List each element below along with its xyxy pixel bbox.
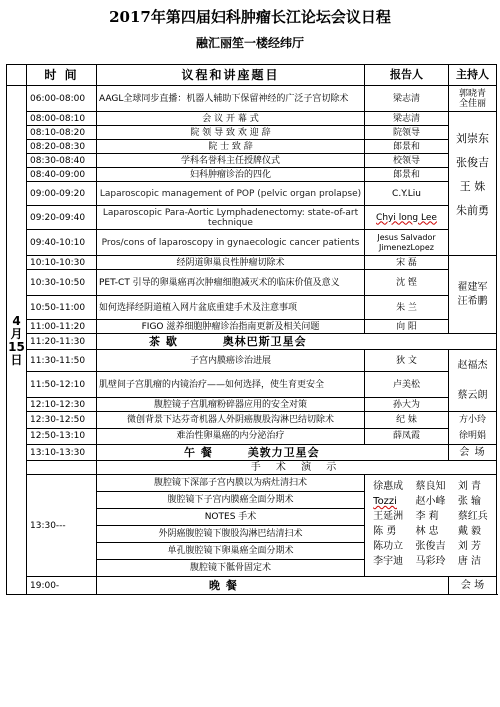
time-cell: 13:30---: [27, 475, 97, 577]
topic-cell: AAGL全球同步直播：机器人辅助下保留神经的广泛子宫切除术: [97, 86, 365, 112]
topic-cell: 如何选择经阴道植入网片盆底重建手术及注意事项: [97, 296, 365, 320]
date-cell: 4 月 15 日: [7, 86, 27, 595]
time-cell: 10:30-10:50: [27, 270, 97, 296]
topic-cell: Pros/cons of laparoscopy in gynaecologic cancer patients: [97, 230, 365, 256]
time-cell: 11:50-12:10: [27, 372, 97, 398]
topic-cell: 经阴道卵巢良性肿瘤切除术: [97, 256, 365, 270]
speaker-cell: 卢美松: [365, 372, 449, 398]
speaker-cell: 纪 妹: [365, 412, 449, 429]
surgery-demo-header: 手 术 演 示: [97, 461, 497, 475]
speaker-cell: Jesus Salvador JimenezLopez: [365, 230, 449, 256]
surgery-demo-names: 徐惠成 Tozzi 王延洲 陈 勇 陈功立 李宇迪 蔡良知 赵小峰 李 莉 林 忠 张俊吉 马彩玲 刘 青 张 输 蔡红兵 戴 毅 刘 芳 唐 洁: [365, 475, 497, 577]
tea-break-row: 茶 歇 奥林巴斯卫星会: [97, 334, 497, 350]
time-cell: 08:10-08:20: [27, 126, 97, 140]
header-topic: 议程和讲座题目: [97, 65, 365, 86]
time-cell: 09:20-09:40: [27, 206, 97, 230]
lunch-row: 午 餐 美敦力卫星会: [97, 445, 449, 461]
speaker-cell: 薛凤霞: [365, 428, 449, 445]
time-cell: 12:50-13:10: [27, 428, 97, 445]
speaker-cell: 郎景和: [365, 168, 449, 182]
header-time: 时 间: [27, 65, 97, 86]
speaker-cell: 院领导: [365, 126, 449, 140]
list-item: 外阴癌腹腔镜下腹股沟淋巴结清扫术: [97, 526, 364, 543]
topic-cell: Laparoscopic management of POP (pelvic organ prolapse): [97, 182, 365, 206]
header-date: [7, 65, 27, 86]
lunch-place: 会 场: [449, 445, 497, 461]
time-cell: 08:30-08:40: [27, 154, 97, 168]
time-cell: 10:50-11:00: [27, 296, 97, 320]
time-cell: 10:10-10:30: [27, 256, 97, 270]
topic-cell: 妇科肿瘤诊治的四化: [97, 168, 365, 182]
dinner-place: 会 场: [449, 577, 497, 595]
topic-cell: 院 领 导 致 欢 迎 辞: [97, 126, 365, 140]
speaker-cell: 狄 文: [365, 350, 449, 372]
time-cell: 08:20-08:30: [27, 140, 97, 154]
topic-cell: PET-CT 引导的卵巢癌再次肿瘤细胞减灭术的临床价值及意义: [97, 270, 365, 296]
time-cell: 12:30-12:50: [27, 412, 97, 429]
speaker-cell: 朱 兰: [365, 296, 449, 320]
header-speaker: 报告人: [365, 65, 449, 86]
topic-cell: 腹腔镜子宫肌瘤粉碎器应用的安全对策: [97, 398, 365, 412]
hosts-morning: 刘崇东 张俊吉 王 姝 朱前勇: [449, 112, 497, 256]
schedule-table: [6, 64, 497, 595]
time-cell: 13:10-13:30: [27, 445, 97, 461]
topic-cell: 院 士 致 辞: [97, 140, 365, 154]
speaker-cell: 沈 铿: [365, 270, 449, 296]
topic-cell: FIGO 滋养细胞肿瘤诊治指南更新及相关问题: [97, 320, 365, 334]
topic-cell: Laparoscopic Para-Aortic Lymphadenectomy: state-of-art technique: [97, 206, 365, 230]
topic-cell: 微创背景下达芬奇机器人外阴癌腹股沟淋巴结切除术: [97, 412, 365, 429]
speaker-cell: Chyi long Lee: [365, 206, 449, 230]
topic-cell: 学科名誉科主任授牌仪式: [97, 154, 365, 168]
speaker-cell: C.Y.Liu: [365, 182, 449, 206]
hosts-noon: 赵福杰 蔡云朗: [449, 350, 497, 412]
topic-cell: 会 议 开 幕 式: [97, 112, 365, 126]
page-title: 2017年第四届妇科肿瘤长江论坛会议日程: [109, 8, 391, 26]
time-cell: 08:40-09:00: [27, 168, 97, 182]
topic-cell: 难治性卵巢癌的内分泌治疗: [97, 428, 365, 445]
dinner-row: 晚 餐: [97, 577, 449, 595]
speaker-cell: 郎景和: [365, 140, 449, 154]
surgery-demo-list: [97, 475, 365, 577]
host-cell: 郭晓青 全佳丽: [449, 86, 497, 112]
time-cell: 11:30-11:50: [27, 350, 97, 372]
time-cell: 06:00-08:00: [27, 86, 97, 112]
topic-cell: 子宫内膜癌诊治进展: [97, 350, 365, 372]
time-cell: 08:00-08:10: [27, 112, 97, 126]
list-item: 腹腔镜下子宫内膜癌全面分期术: [97, 492, 364, 509]
speaker-cell: 梁志清: [365, 112, 449, 126]
time-cell: 12:10-12:30: [27, 398, 97, 412]
hosts-late-morning: 翟建军 汪希鹏: [449, 256, 497, 334]
speaker-cell: 向 阳: [365, 320, 449, 334]
venue-subtitle: 融汇丽笙一楼经纬厅: [195, 36, 304, 50]
list-item: 腹腔镜下骶骨固定术: [189, 563, 271, 573]
list-item: NOTES 手术: [97, 509, 364, 526]
speaker-cell: 孙大为: [365, 398, 449, 412]
speaker-cell: 梁志清: [365, 86, 449, 112]
topic-cell: 肌壁间子宫肌瘤的内镜治疗——如何选择，使生育更安全: [97, 372, 365, 398]
speaker-cell: 宋 磊: [365, 256, 449, 270]
time-cell: 19:00-: [27, 577, 97, 595]
time-cell: 11:00-11:20: [27, 320, 97, 334]
speaker-cell: 校领导: [365, 154, 449, 168]
time-cell: 11:20-11:30: [27, 334, 97, 350]
list-item: 单孔腹腔镜下卵巢癌全面分期术: [97, 543, 364, 560]
hosts-early-afternoon: 方小玲 徐明娟: [449, 412, 497, 445]
time-cell: 09:00-09:20: [27, 182, 97, 206]
time-cell: 09:40-10:10: [27, 230, 97, 256]
header-host: 主持人: [449, 65, 497, 86]
list-item: 腹腔镜下深部子宫内膜以为病灶清扫术: [97, 475, 364, 492]
